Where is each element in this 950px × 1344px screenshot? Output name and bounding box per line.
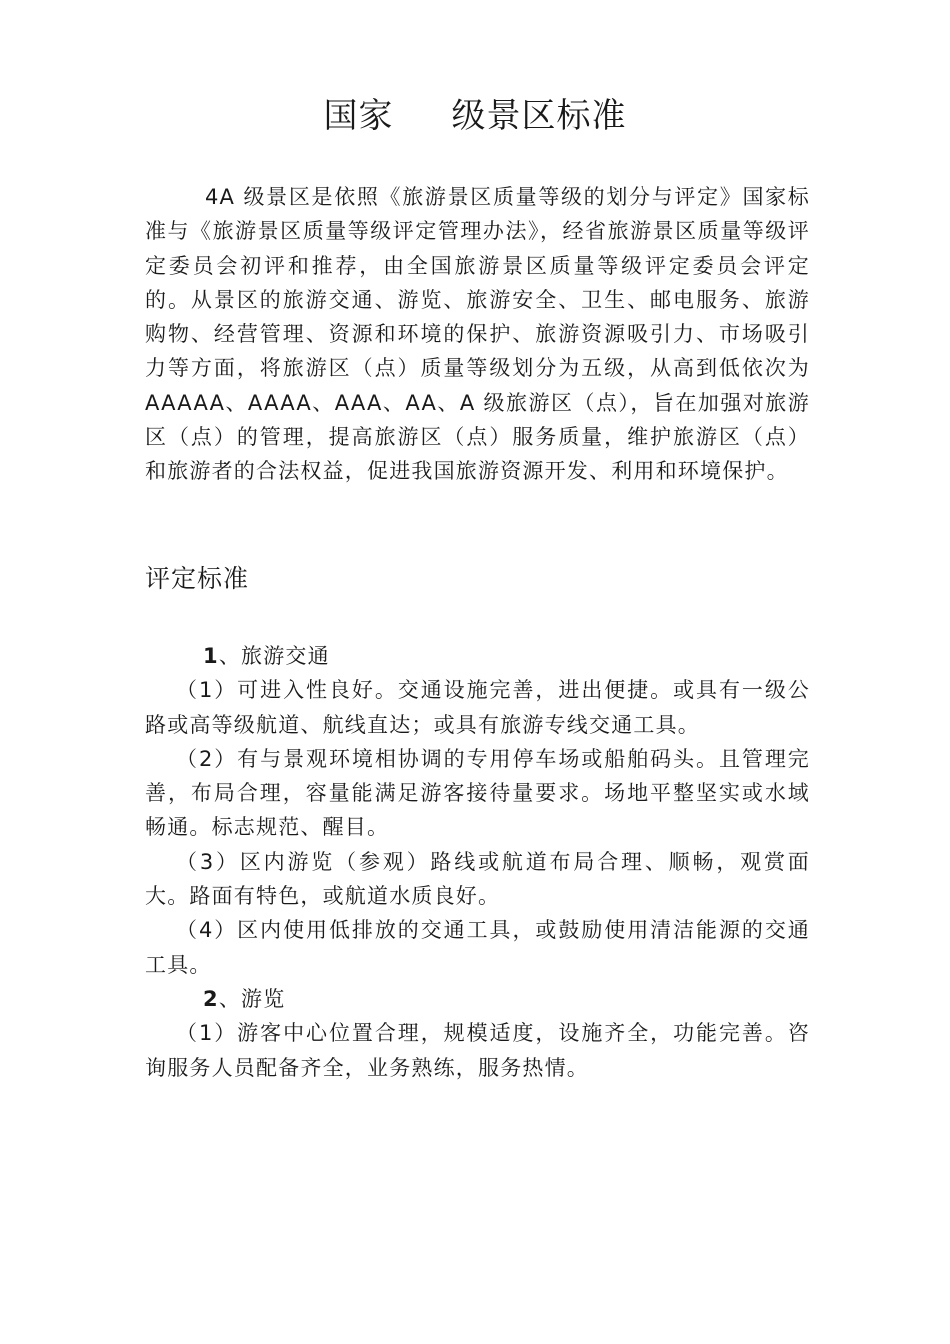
- criteria-item: （1）可进入性良好。交通设施完善，进出便捷。或具有一级公路或高等级航道、航线直达；或具有旅游专线交通工具。: [145, 678, 810, 737]
- page-title: [0, 92, 950, 140]
- subsection-number: 2: [203, 986, 219, 1011]
- subsection-title: 、旅游交通: [218, 644, 330, 668]
- criteria-section: [145, 639, 810, 1085]
- section-heading: 评定标准: [145, 564, 250, 593]
- criteria-item: （2）有与景观环境相协调的专用停车场或船舶码头。且管理完善，布局合理，容量能满足游客接待量要求。场地平整坚实或水域畅通。标志规范、醒目。: [145, 746, 810, 840]
- intro-section: [145, 180, 810, 489]
- title-part-1: 国家: [323, 96, 394, 136]
- title-part-2: 级景区标准: [451, 96, 627, 136]
- criteria-item: （3）区内游览（参观）路线或航道布局合理、顺畅，观赏面大。路面有特色，或航道水质良好。: [145, 849, 810, 909]
- subsection-number: 1: [203, 644, 219, 668]
- criteria-item: （1）游客中心位置合理，规模适度，设施齐全，功能完善。咨询服务人员配备齐全，业务熟练，服务热情。: [145, 1021, 810, 1080]
- subsection-heading-1: [145, 639, 810, 673]
- intro-paragraph: 4A 级景区是依照《旅游景区质量等级的划分与评定》国家标准与《旅游景区质量等级评定管理办法》，经省旅游景区质量等级评定委员会初评和推荐，由全国旅游景区质量等级评定委员会评定的。从景区的旅游交通、游览、旅游安全、卫生、邮电服务、旅游购物、经营管理、资源和环境的保护、旅游资源吸引力、市场吸引力等方面，将旅游区（点）质量等级划分为五级，从高到低依次为 AAAAA、AAAA、AAA、AA、A 级旅游区（点），旨在加强对旅游区（点）的管理，提高旅游区（点）服务质量，维护旅游区（点）和旅游者的合法权益，促进我国旅游资源开发、利用和环境保护。: [145, 185, 810, 484]
- subsection-heading-2: [145, 982, 810, 1016]
- subsection-title: 、游览: [218, 986, 286, 1011]
- criteria-item: （4）区内使用低排放的交通工具，或鼓励使用清洁能源的交通工具。: [145, 918, 810, 977]
